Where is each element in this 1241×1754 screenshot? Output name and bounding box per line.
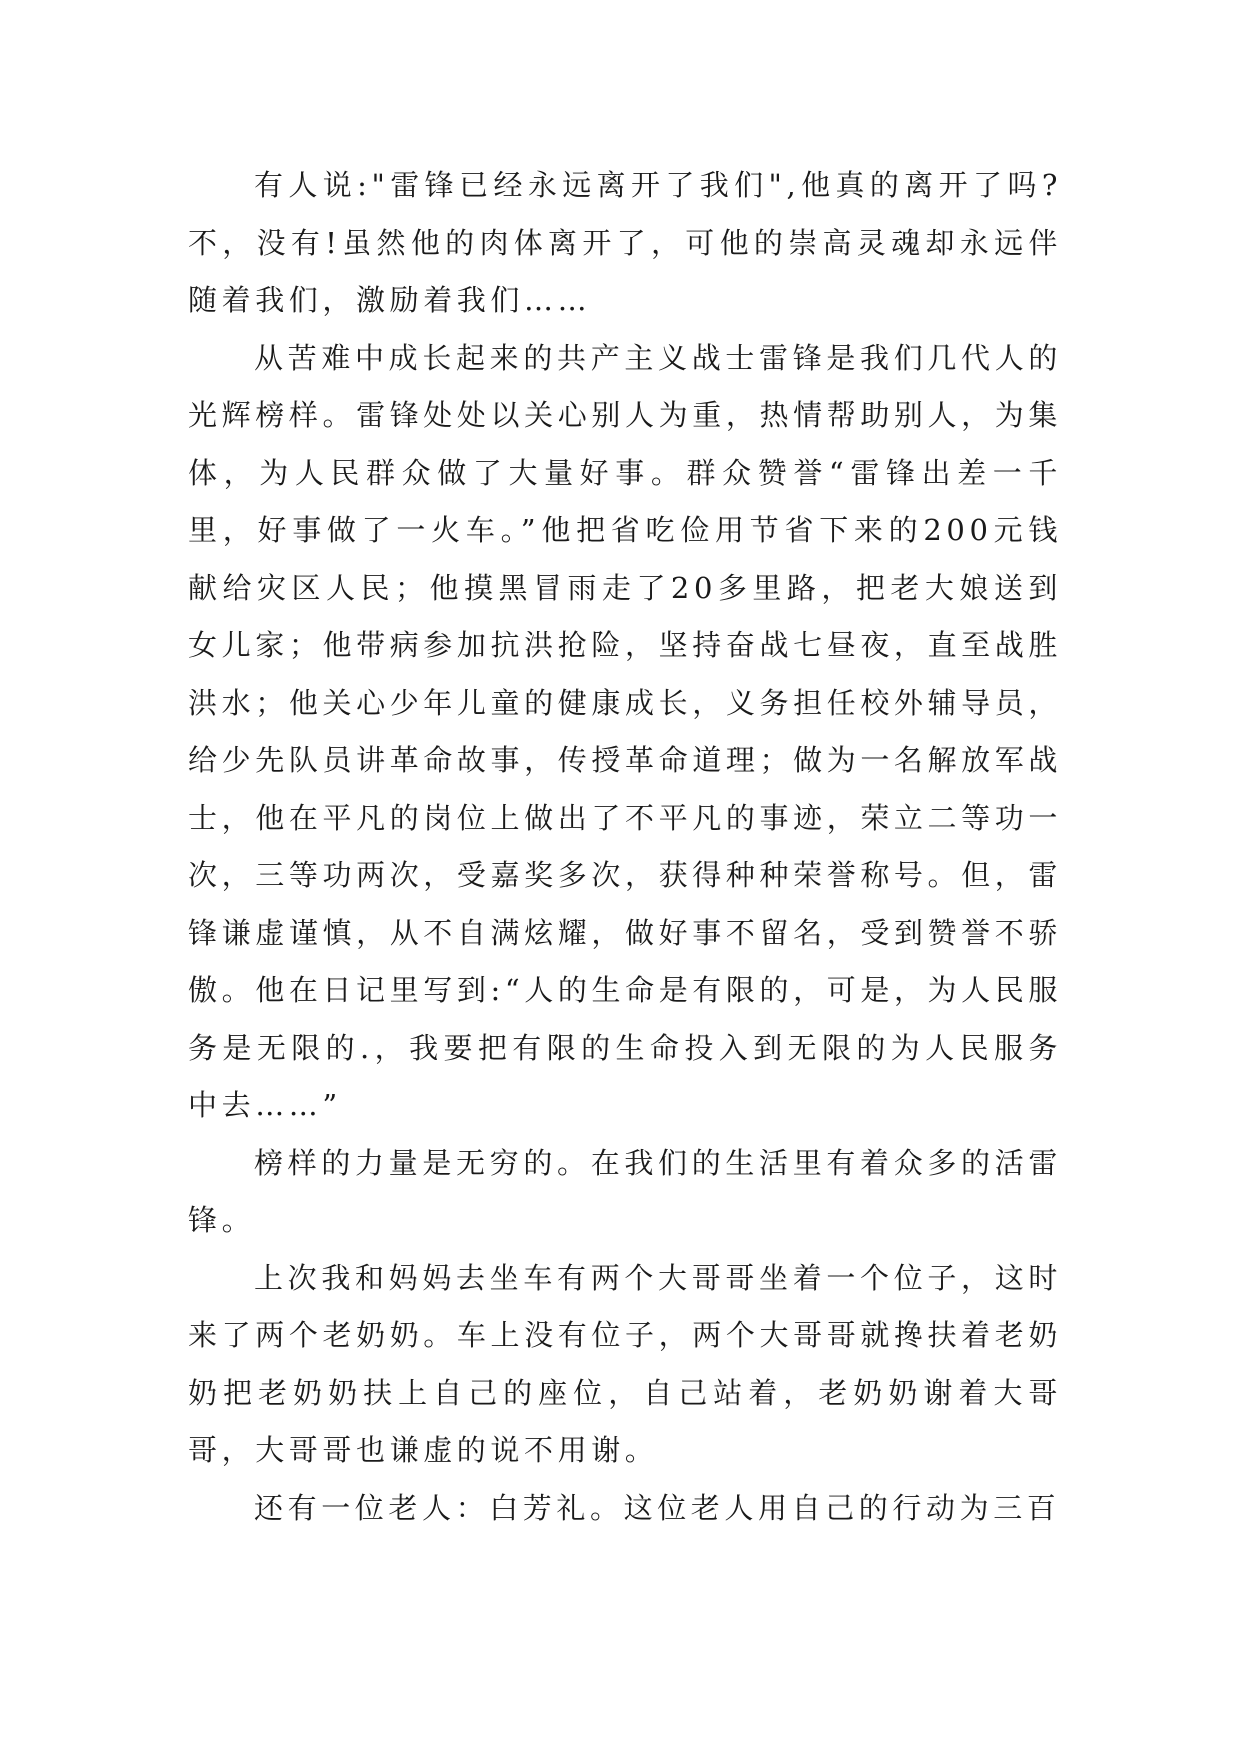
paragraph-1: 有人说:"雷锋已经永远离开了我们",他真的离开了吗?不，没有!虽然他的肉体离开了，可他的崇高灵魂却永远伴随着我们，激励着我们…… xyxy=(188,168,1062,317)
paragraph-2: 从苦难中成长起来的共产主义战士雷锋是我们几代人的光辉榜样。雷锋处处以关心别人为重，热情帮助别人，为集体，为人民群众做了大量好事。群众赞誉“雷锋出差一千里，好事做了一火车。”他把省吃俭用节省下来的200元钱献给灾区人民；他摸黑冒雨走了20多里路，把老大娘送到女儿家；他带病参加抗洪抢险，坚持奋战七昼夜，直至战胜洪水；他关心少年儿童的健康成长，义务担任校外辅导员，给少先队员讲革命故事，传授革命道理；做为一名解放军战士，他在平凡的岗位上做出了不平凡的事迹，荣立二等功一次，三等功两次，受嘉奖多次，获得种种荣誉称号。但，雷锋谦虚谨慎，从不自满炫耀，做好事不留名，受到赞誉不骄傲。他在日记里写到:“人的生命是有限的，可是，为人民服务是无限的.，我要把有限的生命投入到无限的为人民服务中去……” xyxy=(188,340,1062,1122)
document-body xyxy=(188,157,1062,1537)
paragraph-3: 榜样的力量是无穷的。在我们的生活里有着众多的活雷锋。 xyxy=(188,1145,1062,1237)
paragraph-5: 还有一位老人：白芳礼。这位老人用自己的行动为三百 xyxy=(254,1490,1061,1525)
paragraph-4: 上次我和妈妈去坐车有两个大哥哥坐着一个位子，这时来了两个老奶奶。车上没有位子，两个大哥哥就搀扶着老奶奶把老奶奶扶上自己的座位，自己站着，老奶奶谢着大哥哥，大哥哥也谦虚的说不用谢。 xyxy=(188,1260,1062,1467)
